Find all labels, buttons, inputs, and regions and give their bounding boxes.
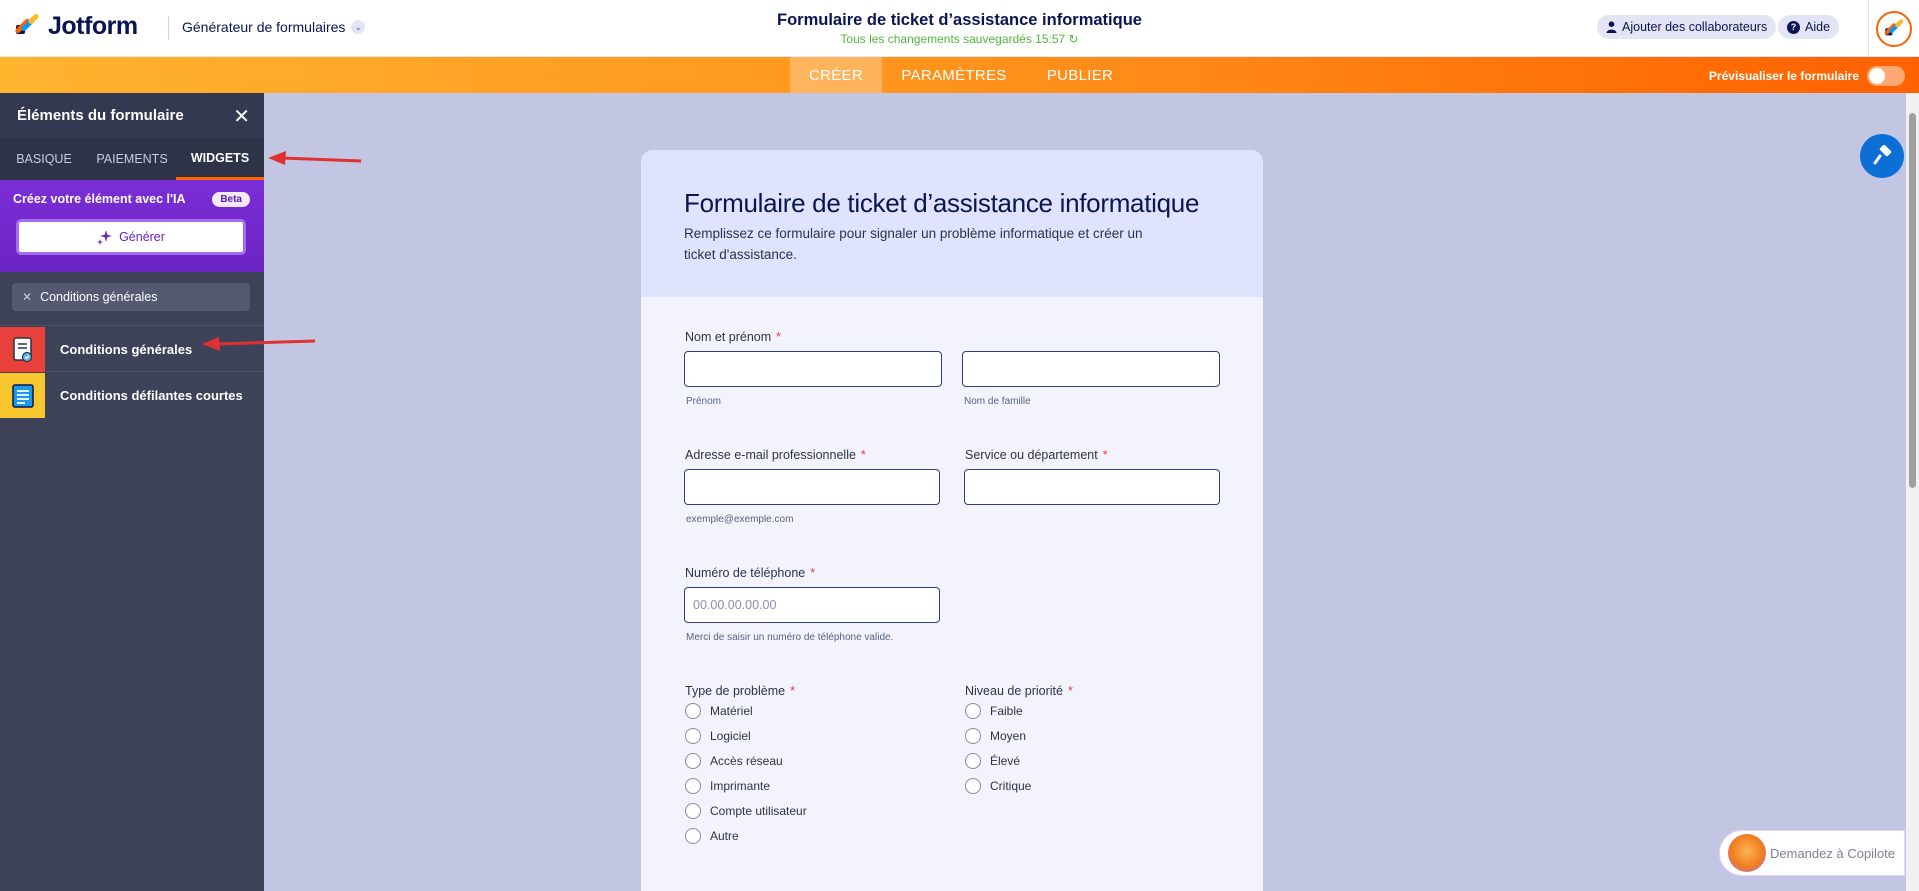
priority-label-text: Niveau de priorité [965, 684, 1063, 698]
name-label-text: Nom et prénom [685, 330, 772, 344]
copilot-label: Demandez à Copilote [1770, 845, 1896, 861]
clear-icon[interactable]: ✕ [22, 290, 33, 304]
annotation-arrow [202, 333, 317, 353]
phone-field-label[interactable] [685, 566, 815, 580]
chevron-down-icon: ⌄ [351, 20, 365, 34]
scroll-list-icon [0, 373, 45, 418]
radio-option-label: Matériel [710, 704, 753, 718]
department-input[interactable] [964, 469, 1220, 505]
radio-option-label: Critique [990, 779, 1032, 793]
help-icon: ? [1787, 21, 1800, 34]
brand-name: Jotform [48, 11, 138, 40]
phone-input[interactable] [684, 587, 940, 623]
user-icon [1606, 21, 1617, 33]
radio-circle[interactable] [685, 778, 701, 794]
radio-option[interactable] [965, 703, 1023, 719]
document-check-icon [0, 327, 45, 372]
radio-option-label: Moyen [990, 729, 1027, 743]
refresh-icon: ↻ [1068, 32, 1079, 46]
generate-label: Générer [119, 230, 165, 244]
annotation-arrow [268, 150, 363, 170]
radio-circle[interactable] [965, 703, 981, 719]
preview-form-toggle[interactable] [1867, 66, 1905, 86]
radio-circle[interactable] [685, 728, 701, 744]
radio-option-label: Élevé [990, 754, 1021, 768]
radio-option-label: Accès réseau [710, 754, 783, 768]
required-marker: * [790, 684, 795, 698]
generate-button[interactable] [16, 219, 246, 255]
tab-create[interactable]: CRÉER [790, 57, 882, 93]
radio-option-label: Compte utilisateur [710, 804, 807, 818]
form-heading[interactable]: Formulaire de ticket d’assistance informatique [684, 188, 1200, 218]
radio-option-label: Faible [990, 704, 1023, 718]
last-name-sublabel: Nom de famille [964, 396, 1031, 407]
radio-option[interactable] [685, 703, 753, 719]
panel-header [0, 93, 264, 138]
form-canvas [641, 150, 1263, 891]
paint-roller-icon [1871, 145, 1893, 167]
radio-circle[interactable] [685, 703, 701, 719]
top-bar [0, 0, 1919, 57]
radio-circle[interactable] [685, 828, 701, 844]
tab-publish[interactable]: PUBLIER [1046, 66, 1114, 84]
phone-sublabel: Merci de saisir un numéro de téléphone valide. [686, 632, 894, 643]
radio-option[interactable] [965, 753, 1020, 769]
radio-circle[interactable] [965, 753, 981, 769]
phone-placeholder: 00.00.00.00.00 [693, 598, 777, 612]
radio-option[interactable] [965, 728, 1026, 744]
required-marker: * [810, 566, 816, 580]
radio-circle[interactable] [685, 803, 701, 819]
builder-menu-label: Générateur de formulaires [182, 19, 346, 35]
jotform-avatar-icon [1883, 17, 1905, 41]
canvas-scrollbar[interactable] [1906, 93, 1919, 891]
tab-settings[interactable]: PARAMÈTRES [901, 66, 1007, 84]
widget-item-short-scroll-terms[interactable] [0, 373, 264, 418]
builder-nav-bar [0, 57, 1919, 93]
email-input[interactable] [684, 469, 940, 505]
radio-option[interactable] [685, 778, 770, 794]
required-marker: * [1067, 684, 1073, 698]
name-field-label[interactable] [685, 330, 781, 344]
form-designer-button[interactable] [1860, 134, 1904, 178]
required-marker: * [776, 330, 782, 344]
department-field-label[interactable] [965, 448, 1108, 462]
sparkle-icon [97, 229, 113, 245]
tab-widgets[interactable]: WIDGETS [176, 138, 264, 180]
form-header[interactable] [641, 150, 1263, 297]
close-icon[interactable]: ✕ [233, 106, 250, 128]
copilot-button[interactable] [1719, 830, 1905, 876]
form-title[interactable]: Formulaire de ticket d’assistance informatique [777, 11, 1142, 29]
preview-form-label: Prévisualiser le formulaire [1708, 69, 1859, 83]
copilot-avatar-icon [1728, 834, 1766, 872]
email-sublabel: exemple@exemple.com [686, 514, 794, 525]
last-name-input[interactable] [962, 351, 1220, 387]
required-marker: * [1102, 448, 1108, 462]
radio-circle[interactable] [965, 778, 981, 794]
radio-option[interactable] [965, 778, 1031, 794]
widget-item-label: Conditions défilantes courtes [60, 388, 243, 403]
divider [0, 325, 264, 326]
problem-type-label[interactable] [685, 684, 795, 698]
tab-basic[interactable]: BASIQUE [16, 152, 72, 166]
priority-label[interactable] [965, 684, 1073, 698]
saved-status-text: Tous les changements sauvegardés 15:57 [840, 32, 1066, 46]
panel-title: Éléments du formulaire [17, 107, 184, 124]
scrollbar-thumb[interactable] [1909, 113, 1916, 488]
required-marker: * [860, 448, 866, 462]
avatar[interactable] [1876, 11, 1912, 47]
help-label: Aide [1805, 20, 1831, 34]
widget-item-label: Conditions générales [60, 342, 193, 357]
radio-option-label: Imprimante [710, 779, 771, 793]
divider [45, 371, 264, 372]
email-label-text: Adresse e-mail professionnelle [685, 448, 856, 462]
ai-title: Créez votre élément avec l'IA [13, 192, 186, 206]
email-field-label[interactable] [685, 448, 866, 462]
radio-option[interactable] [685, 803, 807, 819]
radio-option-label: Autre [710, 829, 739, 843]
form-description[interactable]: Remplissez ce formulaire pour signaler un problème informatique et créer un ticket d'assistance. [684, 226, 1143, 262]
radio-option[interactable] [685, 828, 739, 844]
ai-element-generator [0, 180, 264, 272]
beta-badge: Beta [212, 192, 250, 207]
preview-form-toggle-area [1709, 66, 1905, 86]
search-filter-chip[interactable] [12, 283, 250, 311]
phone-label-text: Numéro de téléphone [685, 566, 806, 580]
help-button[interactable] [1778, 15, 1839, 39]
first-name-sublabel: Prénom [686, 396, 722, 407]
radio-option-label: Logiciel [710, 729, 751, 743]
first-name-input[interactable] [684, 351, 942, 387]
problem-type-label-text: Type de problème [685, 684, 786, 698]
form-elements-panel [0, 93, 264, 891]
department-label-text: Service ou département [965, 448, 1098, 462]
radio-circle[interactable] [685, 753, 701, 769]
radio-option[interactable] [685, 753, 783, 769]
account-menu[interactable] [1868, 0, 1919, 57]
radio-circle[interactable] [965, 728, 981, 744]
panel-tabs [0, 138, 264, 180]
radio-option[interactable] [685, 728, 751, 744]
search-value: Conditions générales [40, 290, 158, 304]
add-collaborators-label: Ajouter des collaborateurs [1622, 20, 1768, 34]
add-collaborators-button[interactable] [1597, 15, 1776, 39]
tab-payments[interactable]: PAIEMENTS [96, 152, 168, 166]
